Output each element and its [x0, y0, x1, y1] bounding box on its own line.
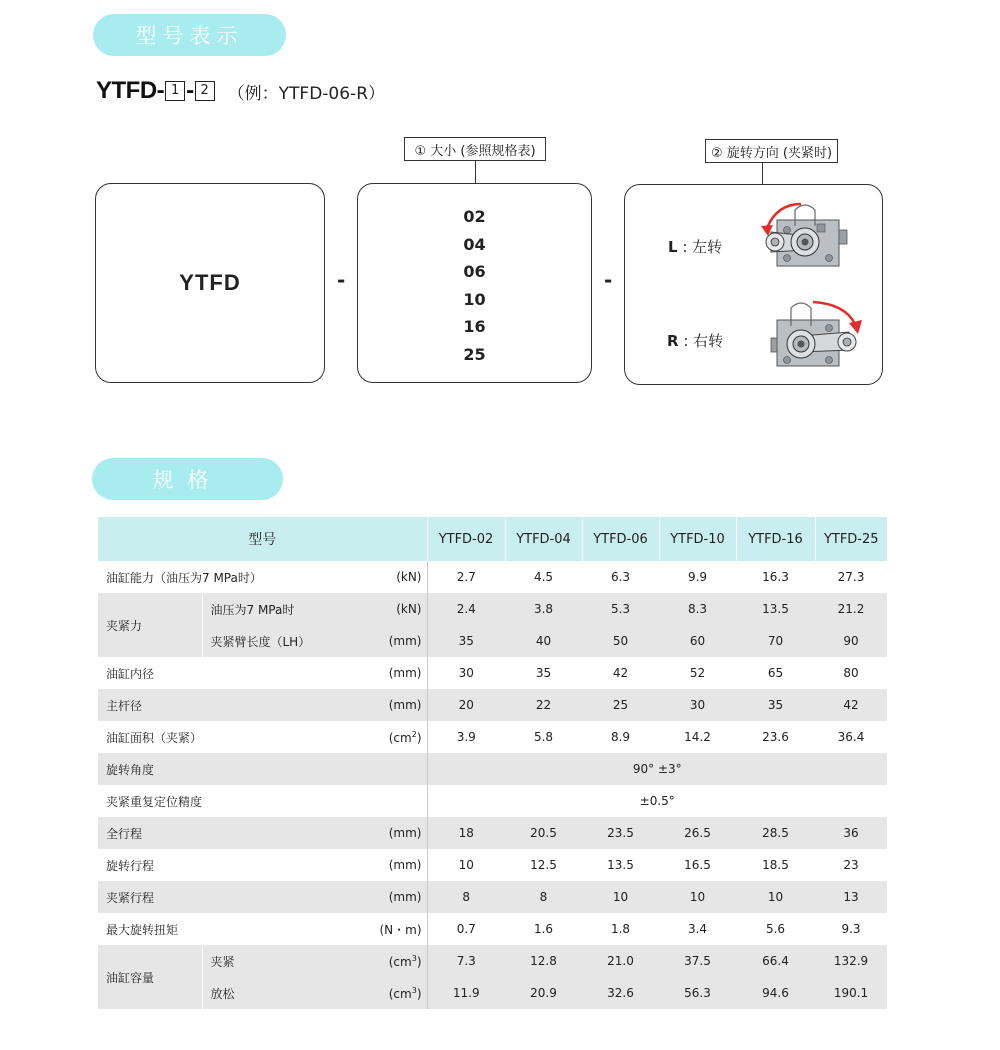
spec-value: 3.9 — [427, 721, 505, 753]
spec-label: 最大旋转扭矩 — [98, 913, 322, 945]
spec-unit — [322, 849, 427, 881]
spec-table-body — [98, 517, 887, 1009]
spec-value: 5.8 — [505, 721, 582, 753]
direction-right-label — [667, 330, 723, 351]
spec-unit-text: (cm — [388, 730, 412, 745]
spec-unit-text: (cm — [388, 986, 412, 1001]
spec-value: 23.6 — [736, 721, 815, 753]
spec-unit-superscript: 2 — [411, 729, 417, 739]
spec-value: 8.9 — [582, 721, 659, 753]
spec-unit-text: (kN) — [396, 602, 422, 616]
direction-right-code: R — [667, 332, 679, 350]
spec-row — [98, 977, 887, 1009]
spec-value: 50 — [582, 625, 659, 657]
spec-value: 30 — [659, 689, 736, 721]
code-dash-1: - — [337, 268, 346, 292]
direction-tag — [705, 139, 838, 163]
spec-unit-text: (mm) — [388, 890, 422, 904]
spec-unit-text: (mm) — [388, 858, 422, 872]
spec-merged-value: 90° ±3° — [427, 753, 887, 785]
spec-label: 夹紧行程 — [98, 881, 322, 913]
spec-unit — [322, 881, 427, 913]
size-option: 25 — [463, 344, 486, 364]
spec-value: 35 — [505, 657, 582, 689]
spec-unit — [322, 817, 427, 849]
spec-value: 21.2 — [815, 593, 887, 625]
spec-value: 70 — [736, 625, 815, 657]
spec-label: 旋转角度 — [98, 753, 322, 785]
section-title-model — [93, 14, 286, 56]
spec-value: 36 — [815, 817, 887, 849]
spec-sub-label: 夹紧臂长度（LH） — [202, 625, 322, 657]
spec-label: 旋转行程 — [98, 849, 322, 881]
spec-value: 5.6 — [736, 913, 815, 945]
spec-value: 65 — [736, 657, 815, 689]
spec-row — [98, 593, 887, 625]
spec-unit-close: ) — [416, 986, 422, 1001]
spec-value: 27.3 — [815, 561, 887, 593]
series-box — [95, 183, 325, 383]
spec-label: 油缸能力（油压为7 MPa时） — [98, 561, 322, 593]
spec-value: 94.6 — [736, 977, 815, 1009]
spec-value: 21.0 — [582, 945, 659, 977]
model-slot-2: 2 — [195, 81, 215, 101]
spec-value: 23 — [815, 849, 887, 881]
spec-value: 0.7 — [427, 913, 505, 945]
size-option: 02 — [463, 207, 486, 226]
model-slot-1: 1 — [165, 81, 185, 101]
model-example: （例：YTFD-06-R） — [227, 83, 386, 104]
spec-value: 8 — [505, 881, 582, 913]
spec-unit-text: (cm — [388, 954, 412, 969]
spec-value: 2.4 — [427, 593, 505, 625]
spec-unit — [322, 721, 427, 753]
spec-value: 13 — [815, 881, 887, 913]
spec-sub-label: 油压为7 MPa时 — [202, 593, 322, 625]
spec-value: 2.7 — [427, 561, 505, 593]
spec-unit-text: (mm) — [388, 826, 422, 840]
spec-value: 5.3 — [582, 593, 659, 625]
size-option: 16 — [463, 317, 486, 336]
spec-value: 35 — [736, 689, 815, 721]
spec-value: 12.8 — [505, 945, 582, 977]
spec-value: 23.5 — [582, 817, 659, 849]
direction-left-code: L — [668, 238, 678, 256]
spec-value: 66.4 — [736, 945, 815, 977]
spec-value: 28.5 — [736, 817, 815, 849]
size-box — [357, 183, 592, 383]
size-tag-text: ① 大小 (参照规格表) — [414, 143, 536, 159]
spec-row — [98, 945, 887, 977]
spec-value: 16.3 — [736, 561, 815, 593]
spec-value: 1.8 — [582, 913, 659, 945]
spec-group-label: 油缸容量 — [98, 945, 202, 1009]
direction-tag-connector — [762, 163, 763, 186]
spec-value: 8.3 — [659, 593, 736, 625]
spec-unit — [322, 625, 427, 657]
spec-value: 10 — [736, 881, 815, 913]
spec-value: 7.3 — [427, 945, 505, 977]
model-code-prefix: YTFD- — [96, 77, 165, 104]
spec-value: 190.1 — [815, 977, 887, 1009]
series-name: YTFD — [179, 270, 241, 295]
model-header: YTFD-10 — [659, 517, 736, 561]
spec-label: 油缸面积（夹紧） — [98, 721, 322, 753]
direction-left-text: : 左转 — [677, 238, 723, 256]
size-tag — [404, 137, 546, 161]
model-header: YTFD-06 — [582, 517, 659, 561]
spec-row — [98, 721, 887, 753]
section-title-model-text: 型号表示 — [135, 24, 244, 48]
model-header: YTFD-04 — [505, 517, 582, 561]
spec-row — [98, 689, 887, 721]
spec-unit — [322, 977, 427, 1009]
spec-value: 8 — [427, 881, 505, 913]
spec-sub-label: 夹紧 — [202, 945, 322, 977]
spec-unit-close: ) — [416, 730, 422, 745]
spec-value: 22 — [505, 689, 582, 721]
code-dash-2: - — [604, 268, 613, 292]
spec-value: 12.5 — [505, 849, 582, 881]
spec-value: 60 — [659, 625, 736, 657]
spec-row — [98, 561, 887, 593]
section-title-spec — [92, 458, 283, 500]
spec-value: 13.5 — [736, 593, 815, 625]
spec-value: 10 — [659, 881, 736, 913]
spec-merged-value: ±0.5° — [427, 785, 887, 817]
spec-label: 油缸内径 — [98, 657, 322, 689]
model-header: YTFD-25 — [815, 517, 887, 561]
spec-value: 9.9 — [659, 561, 736, 593]
model-header: YTFD-02 — [427, 517, 505, 561]
spec-unit — [322, 753, 427, 785]
spec-value: 9.3 — [815, 913, 887, 945]
spec-value: 1.6 — [505, 913, 582, 945]
size-tag-connector — [475, 161, 476, 184]
spec-row — [98, 849, 887, 881]
spec-value: 4.5 — [505, 561, 582, 593]
spec-unit-text: (mm) — [388, 634, 422, 648]
spec-value: 25 — [582, 689, 659, 721]
spec-value: 18 — [427, 817, 505, 849]
spec-unit — [322, 561, 427, 593]
spec-row — [98, 753, 887, 785]
spec-unit — [322, 913, 427, 945]
spec-unit-close: ) — [416, 954, 422, 969]
spec-label: 主杆径 — [98, 689, 322, 721]
size-option: 06 — [463, 262, 486, 281]
direction-tag-text: ② 旋转方向 (夹紧时) — [710, 145, 833, 161]
spec-value: 11.9 — [427, 977, 505, 1009]
direction-left-label — [668, 236, 722, 257]
model-column-header: 型号 — [98, 517, 427, 561]
spec-row — [98, 657, 887, 689]
spec-value: 20 — [427, 689, 505, 721]
spec-value: 36.4 — [815, 721, 887, 753]
spec-value: 52 — [659, 657, 736, 689]
spec-unit — [322, 785, 427, 817]
spec-value: 26.5 — [659, 817, 736, 849]
spec-unit-text: (mm) — [388, 666, 422, 680]
spec-value: 20.9 — [505, 977, 582, 1009]
spec-value: 6.3 — [582, 561, 659, 593]
spec-value: 13.5 — [582, 849, 659, 881]
spec-value: 42 — [815, 689, 887, 721]
spec-table — [98, 517, 887, 1009]
spec-unit-text: (kN) — [396, 570, 422, 584]
spec-row — [98, 817, 887, 849]
spec-value: 42 — [582, 657, 659, 689]
spec-group-label: 夹紧力 — [98, 593, 202, 657]
spec-unit — [322, 945, 427, 977]
spec-label: 夹紧重复定位精度 — [98, 785, 322, 817]
spec-row — [98, 625, 887, 657]
spec-value: 35 — [427, 625, 505, 657]
spec-value: 80 — [815, 657, 887, 689]
size-option: 10 — [463, 289, 486, 309]
right-turn-clamp-icon — [769, 298, 865, 370]
size-option: 04 — [463, 234, 486, 254]
spec-unit — [322, 689, 427, 721]
section-title-spec-text: 规格 — [152, 468, 223, 492]
spec-value: 16.5 — [659, 849, 736, 881]
spec-sub-label: 放松 — [202, 977, 322, 1009]
spec-value: 3.4 — [659, 913, 736, 945]
spec-value: 40 — [505, 625, 582, 657]
spec-unit — [322, 593, 427, 625]
spec-unit-superscript: 3 — [411, 953, 417, 963]
spec-unit-superscript: 3 — [411, 985, 417, 995]
spec-value: 18.5 — [736, 849, 815, 881]
spec-value: 56.3 — [659, 977, 736, 1009]
left-turn-clamp-icon — [757, 196, 849, 274]
spec-row — [98, 881, 887, 913]
model-code-separator: - — [186, 77, 194, 104]
spec-value: 90 — [815, 625, 887, 657]
spec-unit-text: (mm) — [388, 698, 422, 712]
model-header: YTFD-16 — [736, 517, 815, 561]
spec-unit-text: (N・m) — [379, 922, 422, 937]
spec-value: 14.2 — [659, 721, 736, 753]
spec-value: 3.8 — [505, 593, 582, 625]
spec-row — [98, 785, 887, 817]
spec-value: 32.6 — [582, 977, 659, 1009]
spec-value: 10 — [427, 849, 505, 881]
model-code-line — [96, 76, 385, 106]
direction-right-text: : 右转 — [678, 332, 724, 350]
spec-unit — [322, 657, 427, 689]
spec-value: 10 — [582, 881, 659, 913]
spec-row — [98, 913, 887, 945]
spec-value: 132.9 — [815, 945, 887, 977]
spec-header-row — [98, 517, 887, 561]
spec-value: 20.5 — [505, 817, 582, 849]
spec-label: 全行程 — [98, 817, 322, 849]
spec-value: 30 — [427, 657, 505, 689]
spec-value: 37.5 — [659, 945, 736, 977]
size-list — [358, 203, 591, 368]
